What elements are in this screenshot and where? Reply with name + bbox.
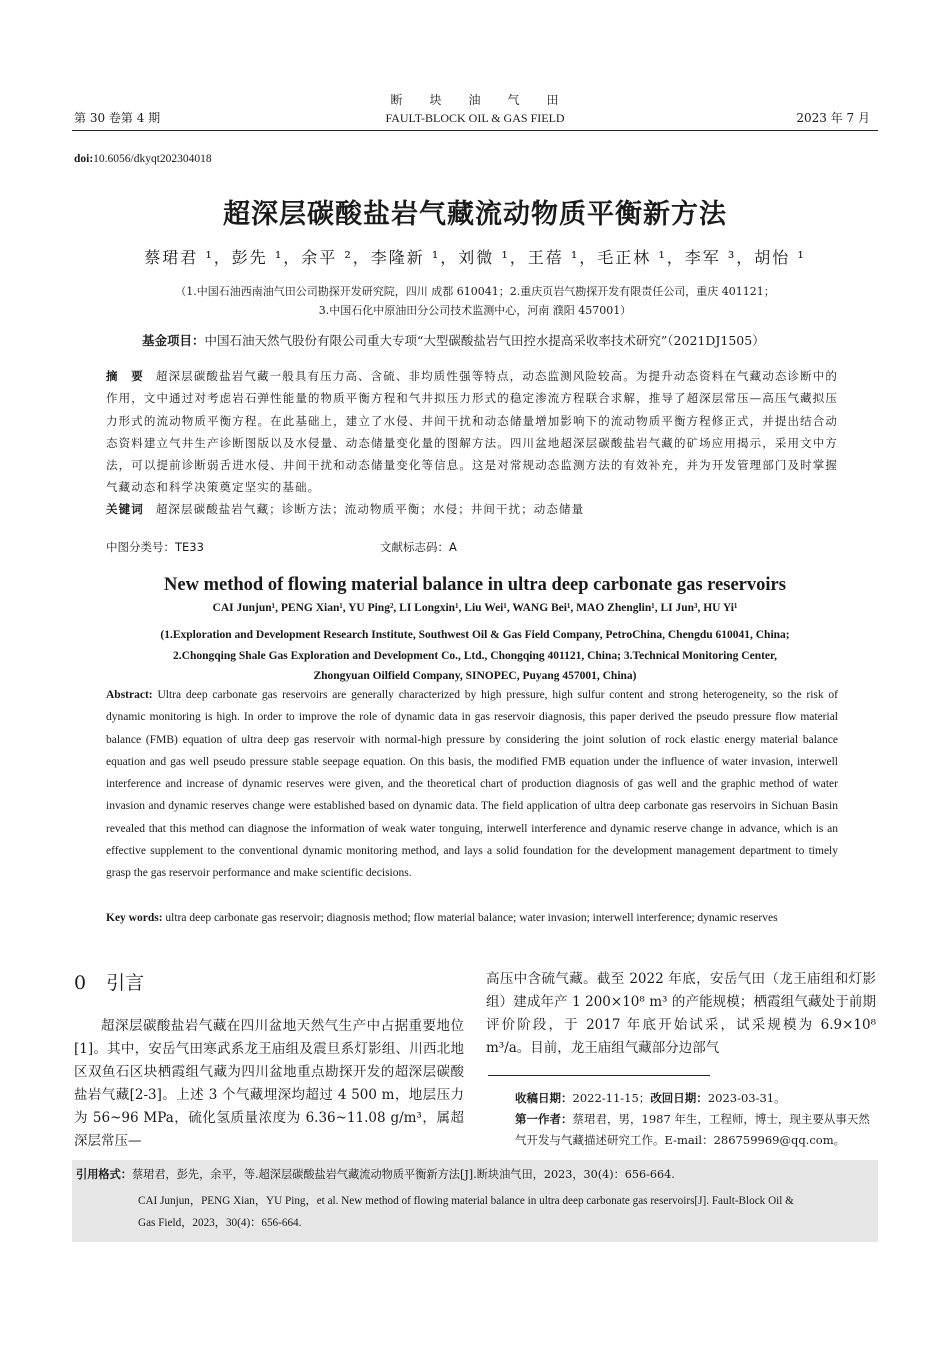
keywords-en	[106, 907, 838, 929]
abstract-en	[106, 684, 838, 885]
document-code: 文献标志码：A	[380, 540, 457, 554]
section-title: 引言	[106, 972, 145, 994]
footnote-rule	[488, 1075, 710, 1076]
received-dates	[515, 1088, 875, 1109]
revised-value: 2023-03-31。	[707, 1091, 786, 1105]
section-number: 0	[74, 972, 87, 994]
clc-number: 中图分类号：TE33	[106, 540, 204, 554]
keywords-cn	[106, 498, 838, 520]
citation-cn-text: 蔡珺君，彭先，余平，等.超深层碳酸盐岩气藏流动物质平衡新方法[J].断块油气田，2023，30(4)：656-664.	[131, 1168, 675, 1181]
received-label: 收稿日期：	[515, 1091, 573, 1105]
journal-name-en: FAULT-BLOCK OIL & GAS FIELD	[385, 111, 565, 125]
first-author-line1: 蔡珺君，男，1987 年生，工程师，博士，现主要从事天然	[572, 1112, 870, 1126]
first-author-info	[515, 1109, 875, 1130]
received-value: 2022-11-15；	[572, 1091, 651, 1105]
citation-en	[138, 1190, 876, 1234]
citation-en-line1: CAI Junjun，PENG Xian，YU Ping，et al. New method of flowing material balance in ultra deep carbonate gas reservoirs[J]. Fault-Block Oil &	[138, 1195, 794, 1207]
issue-date: 2023 年 7 月	[796, 111, 870, 125]
affiliations-en	[0, 625, 950, 687]
first-author-label: 第一作者：	[515, 1112, 573, 1126]
affiliation-cn-1: （1.中国石油西南油气田公司勘探开发研究院，四川 成都 610041；2.重庆页岩气勘探开发有限责任公司，重庆 401121；	[175, 285, 775, 298]
keywords-cn-label: 关键词	[106, 502, 144, 516]
citation-cn	[76, 1164, 675, 1186]
affiliation-en-1: (1.Exploration and Development Research Institute, Southwest Oil & Gas Field Company, PetroChina, Chengdu 610041, China;	[160, 629, 790, 641]
abstract-cn-text: 超深层碳酸盐岩气藏一般具有压力高、含硫、非均质性强等特点，动态监测风险较高。为提升动态资料在气藏动态诊断中的作用，文中通过对考虑岩石弹性能量的物质平衡方程和气井拟压力形式的稳定渗流方程联合求解，推导了超深层常压—高压气藏拟压力形式的流动物质平衡方程。在此基础上，建立了水侵、井间干扰和动态储量增加影响下的流动物质平衡方程修正式，并提出结合动态资料建立气井生产诊断图版以及水侵量、动态储量变化量的图解方法。四川盆地超深层碳酸盐岩气藏的矿场应用揭示，采用文中方法，可以提前诊断弱舌进水侵、井间干扰和动态储量变化等信息。这是对常规动态监测方法的有效补充，并为开发管理部门及时掌握气藏动态和科学决策奠定坚实的基础。	[106, 369, 838, 495]
title-en: New method of flowing material balance in ultra deep carbonate gas reservoirs	[164, 575, 786, 595]
section-heading	[74, 968, 144, 995]
first-author-line2: 气开发与气藏描述研究工作。E-mail：286759969@qq.com。	[515, 1133, 846, 1147]
abstract-cn-label: 摘 要	[106, 369, 144, 383]
affiliation-en-2: 2.Chongqing Shale Gas Exploration and Development Co., Ltd., Chongqing 401121, China; 3.Technical Monitoring Center,	[173, 649, 777, 662]
affiliation-cn-2: 3.中国石化中原油田分公司技术监测中心，河南 濮阳 457001）	[318, 304, 632, 317]
journal-name-cn: 断 块 油 气 田	[390, 93, 560, 107]
keywords-en-label: Key words:	[106, 912, 163, 924]
body-paragraph-right: 高压中含硫气藏。截至 2022 年底，安岳气田（龙王庙组和灯影组）建成年产 1 200×10⁸ m³ 的产能规模；栖霞组气藏处于前期评价阶段，于 2017 年底开始试采，试采规模为 6.9×10⁸ m³/a。目前，龙王庙组气藏部分边部气	[486, 971, 876, 1056]
citation-box	[72, 1160, 878, 1242]
keywords-en-text: ultra deep carbonate gas reservoir; diagnosis method; flow material balance; water invasion; interwell interference; dynamic reserves	[165, 912, 778, 924]
body-left-column	[74, 1015, 464, 1153]
abstract-en-text: Ultra deep carbonate gas reservoirs are generally characterized by high pressure, high sulfur content and strong heterogeneity, so the risk of dynamic monitoring is high. In order to improve the role of dynamic data in gas reservoir diagnosis, this paper derived the pseudo pressure flow material balance (FMB) equation of ultra deep gas reservoir with normal-high pressure by considering the joint solution of rock elastic energy material balance equation and gas well pseudo pressure stable seepage equation. On this basis, the modified FMB equation under the influence of water invasion, interwell interference and increase of dynamic reserves were given, and the theoretical chart of production diagnosis of gas well and the graphic method of water invasion and dynamic reserves change were established based on dynamic data. The field application of ultra deep carbonate gas reservoirs in Sichuan Basin revealed that this method can diagnose the information of weak water tonguing, interwell interference and dynamic reserve change in advance, which is an effective supplement to the conventional dynamic monitoring method, and lays a solid foundation for the development management department to timely grasp the gas reservoir performance and make scientific decisions.	[106, 689, 839, 880]
header-rule	[72, 130, 878, 131]
revised-label: 改回日期：	[650, 1091, 708, 1105]
fund-info	[142, 331, 765, 349]
body-right-column	[486, 968, 876, 1060]
received-info	[515, 1088, 875, 1151]
authors-en: CAI Junjun¹, PENG Xian¹, YU Ping², LI Longxin¹, Liu Wei¹, WANG Bei¹, MAO Zhenglin¹, LI Jun³, HU Yi¹	[212, 602, 738, 614]
doi: doi:10.6056/dkyqt202304018	[74, 153, 212, 165]
abstract-cn	[106, 365, 838, 499]
body-paragraph-left: 超深层碳酸盐岩气藏在四川盆地天然气生产中占据重要地位[1]。其中，安岳气田寒武系龙王庙组及震旦系灯影组、川西北地区双鱼石区块栖霞组气藏为四川盆地重点勘探开发的超深层碳酸盐岩气藏[2-3]。上述 3 个气藏埋深均超过 4 500 m，地层压力为 56~96 MPa，硫化氢质量浓度为 6.36~11.08 g/m³，属超深层常压—	[74, 1018, 464, 1149]
abstract-en-label: Abstract:	[106, 689, 153, 701]
citation-en-line2: Gas Field，2023，30(4)：656-664.	[138, 1217, 302, 1229]
doi-text: 10.6056/dkyqt202304018	[93, 153, 212, 165]
keywords-cn-text: 超深层碳酸盐岩气藏；诊断方法；流动物质平衡；水侵；井间干扰；动态储量	[155, 502, 585, 516]
volume-issue: 第 30 卷第 4 期	[74, 111, 161, 125]
page-title: 超深层碳酸盐岩气藏流动物质平衡新方法	[223, 199, 727, 230]
citation-label: 引用格式：	[76, 1168, 132, 1181]
fund-text: 中国石油天然气股份有限公司重大专项“大型碳酸盐岩气田控水提高采收率技术研究”（2021DJ1505）	[204, 333, 765, 348]
affiliation-en-3: Zhongyuan Oilfield Company, SINOPEC, Puyang 457001, China)	[313, 670, 637, 682]
authors-cn: 蔡珺君 ¹，彭先 ¹，余平 ²，李隆新 ¹，刘微 ¹，王蓓 ¹，毛正林 ¹，李军 ³，胡怡 ¹	[144, 248, 806, 267]
fund-label: 基金项目：	[142, 333, 205, 348]
